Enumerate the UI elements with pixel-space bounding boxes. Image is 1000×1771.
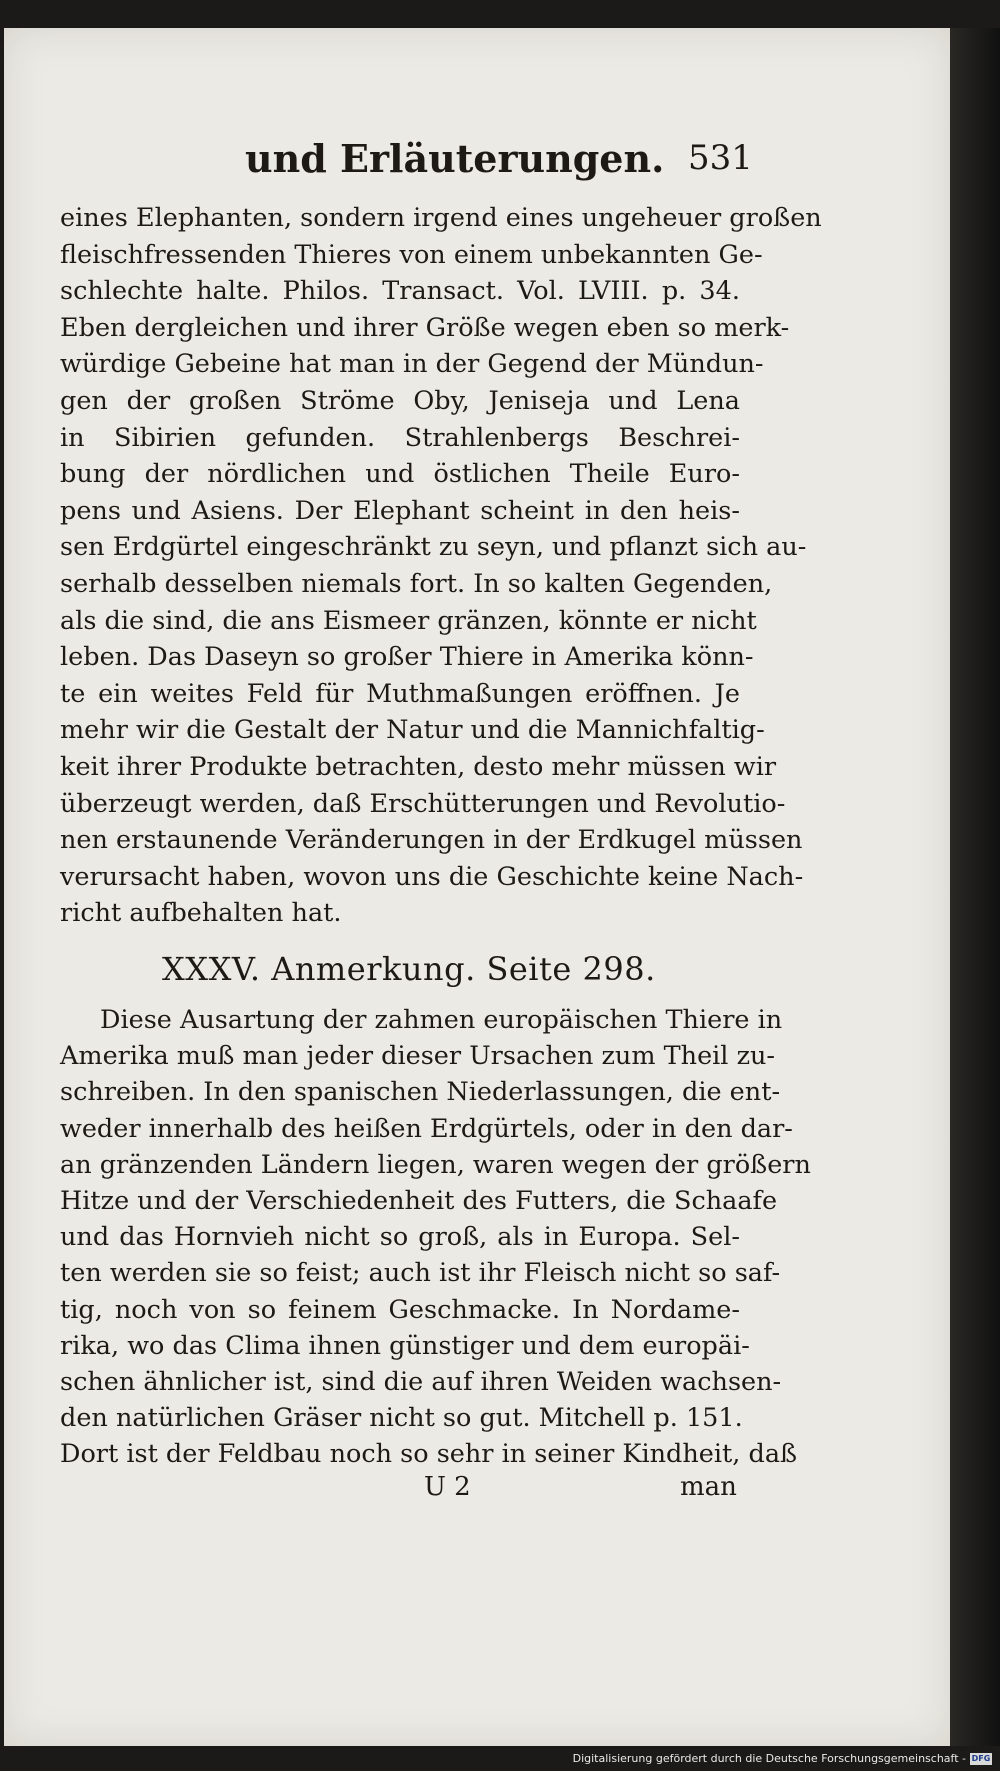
text-line: leben. Das Daseyn so großer Thiere in Amerika könn- bbox=[60, 642, 754, 673]
text-line: sen Erdgürtel eingeschränkt zu seyn, und pflanzt sich au- bbox=[60, 532, 807, 563]
text-line: würdige Gebeine hat man in der Gegend der Mündun- bbox=[60, 349, 764, 380]
text-line: Hitze und der Verschiedenheit des Futters, die Schaafe bbox=[60, 1186, 778, 1216]
running-head: und Erläuterungen. bbox=[245, 136, 665, 181]
catchword: man bbox=[680, 1472, 737, 1502]
page-edge-shadow bbox=[950, 28, 1000, 1746]
section-heading: XXXV. Anmerkung. Seite 298. bbox=[162, 950, 656, 988]
signature-mark: U 2 bbox=[424, 1472, 471, 1502]
text-line: als die sind, die ans Eismeer gränzen, könnte er nicht bbox=[60, 605, 757, 636]
text-line: pens und Asiens. Der Elephant scheint in den heis- bbox=[60, 495, 740, 526]
text-line: mehr wir die Gestalt der Natur und die Mannichfaltig- bbox=[60, 715, 765, 746]
text-line: te ein weites Feld für Muthmaßungen eröffnen. Je bbox=[60, 678, 740, 709]
text-line: fleischfressenden Thieres von einem unbekannten Ge- bbox=[60, 239, 763, 270]
text-line: schen ähnlicher ist, sind die auf ihren Weiden wachsen- bbox=[60, 1367, 782, 1397]
text-line: keit ihrer Produkte betrachten, desto mehr müssen wir bbox=[60, 752, 777, 782]
text-line: eines Elephanten, sondern irgend eines ungeheuer großen bbox=[60, 203, 822, 233]
text-line: tig, noch von so feinem Geschmacke. In Nordame- bbox=[60, 1294, 740, 1325]
dfg-logo: DFG bbox=[971, 1753, 991, 1763]
text-line: den natürlichen Gräser nicht so gut. Mitchell p. 151. bbox=[60, 1403, 743, 1434]
page-number: 531 bbox=[688, 138, 753, 178]
text-line: Eben dergleichen und ihrer Größe wegen eben so merk- bbox=[60, 312, 790, 343]
text-line: überzeugt werden, daß Erschütterungen und Revolutio- bbox=[60, 788, 786, 819]
text-line: und das Hornvieh nicht so groß, als in Europa. Sel- bbox=[60, 1222, 740, 1253]
digitization-credit bbox=[573, 1752, 992, 1765]
text-line: Amerika muß man jeder dieser Ursachen zum Theil zu- bbox=[60, 1041, 776, 1072]
text-line: ten werden sie so feist; auch ist ihr Fleisch nicht so saf- bbox=[60, 1258, 781, 1289]
text-line: weder innerhalb des heißen Erdgürtels, oder in den dar- bbox=[60, 1113, 793, 1144]
text-line: in Sibirien gefunden. Strahlenbergs Beschrei- bbox=[60, 422, 740, 453]
text-line: an gränzenden Ländern liegen, waren wegen der größern bbox=[60, 1149, 811, 1180]
text-line: richt aufbehalten hat. bbox=[60, 898, 342, 929]
text-line: Diese Ausartung der zahmen europäischen Thiere in bbox=[100, 1005, 783, 1035]
text-line: gen der großen Ströme Oby, Jeniseja und Lena bbox=[60, 386, 740, 416]
text-line: bung der nördlichen und östlichen Theile Euro- bbox=[60, 459, 740, 490]
text-line: serhalb desselben niemals fort. In so kalten Gegenden, bbox=[60, 569, 773, 599]
text-line: verursacht haben, wovon uns die Geschichte keine Nach- bbox=[60, 861, 804, 892]
text-line: Dort ist der Feldbau noch so sehr in seiner Kindheit, daß bbox=[60, 1439, 798, 1470]
text-line: nen erstaunende Veränderungen in der Erdkugel müssen bbox=[60, 825, 803, 856]
text-line: rika, wo das Clima ihnen günstiger und dem europäi- bbox=[60, 1330, 750, 1361]
text-line: schlechte halte. Philos. Transact. Vol. LVIII. p. 34. bbox=[60, 276, 740, 307]
text-line: schreiben. In den spanischen Niederlassungen, die ent- bbox=[60, 1077, 781, 1108]
credit-text: Digitalisierung gefördert durch die Deutsche Forschungsgemeinschaft - bbox=[572, 1752, 966, 1765]
